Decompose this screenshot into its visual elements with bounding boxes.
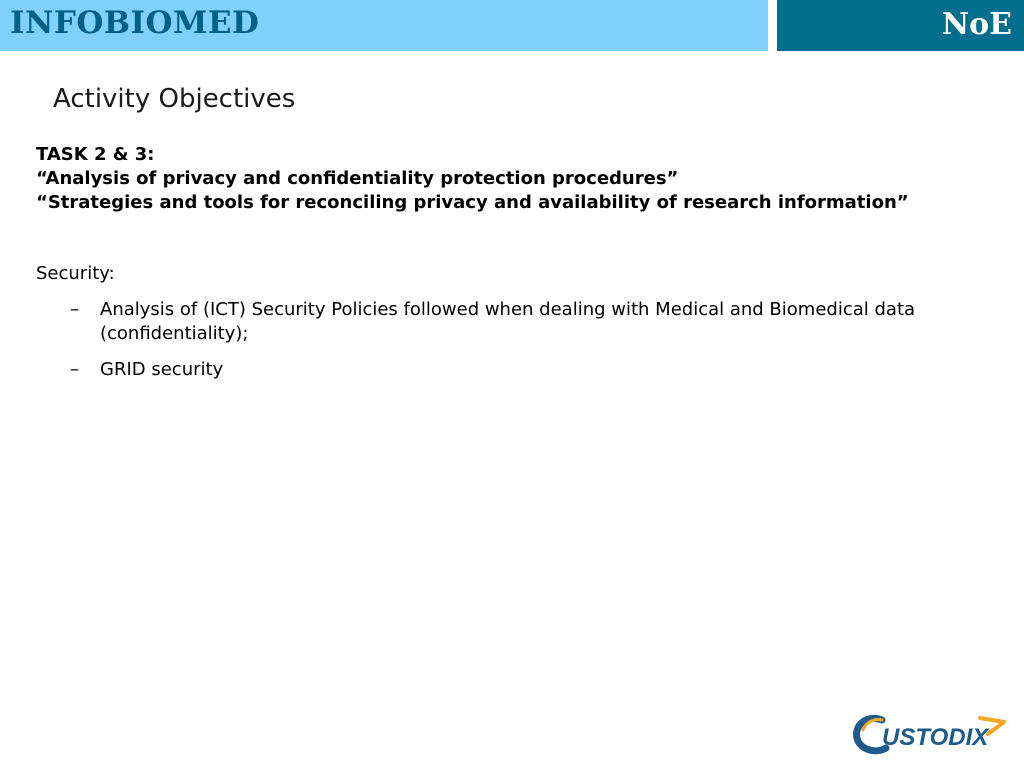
task-line: “Strategies and tools for reconciling privacy and availability of research information” — [36, 192, 909, 213]
custodix-logo — [852, 712, 1012, 758]
section-label: Security: — [36, 263, 115, 284]
bullet-marker: – — [70, 299, 79, 320]
header-tag-panel — [777, 0, 1024, 51]
task-line: “Analysis of privacy and confidentiality protection procedures” — [36, 168, 679, 189]
task-heading: TASK 2 & 3: — [36, 144, 155, 165]
list-item — [70, 298, 970, 346]
bullet-marker: – — [70, 359, 79, 380]
bullet-list — [70, 298, 970, 394]
list-item-text: Analysis of (ICT) Security Policies followed when dealing with Medical and Biomedical data (confidentiality); — [100, 299, 916, 344]
list-item — [70, 358, 970, 382]
custodix-logo-icon — [852, 712, 1012, 758]
header-divider — [768, 0, 777, 51]
task-description — [36, 143, 936, 215]
logo-text: USTODIX — [882, 724, 989, 751]
brand-title: INFOBIOMED — [10, 5, 260, 41]
header-tag: NoE — [941, 7, 1012, 42]
slide-title: Activity Objectives — [53, 84, 296, 114]
list-item-text: GRID security — [100, 359, 224, 380]
header-banner — [0, 0, 768, 51]
